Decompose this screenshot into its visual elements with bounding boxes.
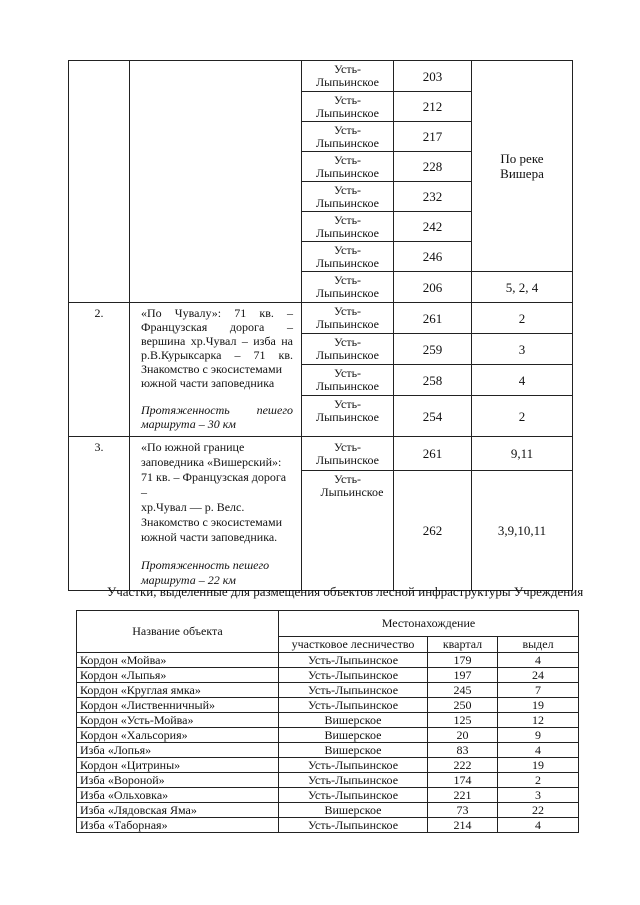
forestry-cell: Усть-Лыпьинское: [302, 152, 394, 182]
quarter-cell: 203: [394, 61, 472, 92]
forestry-cell: Усть-Лыпьинское: [302, 396, 394, 437]
quarter-cell: 261: [394, 303, 472, 334]
object-name-cell: Кордон «Лиственничный»: [77, 698, 279, 713]
header-section: выдел: [498, 637, 579, 653]
quarter-cell: 242: [394, 212, 472, 242]
forestry-cell: [302, 471, 394, 591]
table-row: [69, 437, 573, 471]
header-location: Местонахождение: [279, 611, 579, 637]
route-length-line: Протяженность пешего: [141, 403, 293, 417]
table-row: [77, 818, 579, 833]
section-cell-vishera: [472, 61, 573, 272]
forestry-cell: Усть-Лыпьинское: [302, 334, 394, 365]
forestry-cell: Усть-Лыпьинское: [279, 788, 428, 803]
forestry-cell: Усть-Лыпьинское: [302, 61, 394, 92]
quarter-cell: 262: [394, 471, 472, 591]
forestry-cell: Усть-Лыпьинское: [279, 668, 428, 683]
description-line: вершина хр.Чувал – изба на: [141, 334, 293, 348]
header-forestry: участковое лесничество: [279, 637, 428, 653]
section-cell: 9,11: [472, 437, 573, 471]
description-line: заповедника «Вишерский»:: [141, 455, 282, 469]
description-line: южной части заповедника: [141, 376, 275, 390]
header-quarter: квартал: [428, 637, 498, 653]
object-name-cell: Кордон «Усть-Мойва»: [77, 713, 279, 728]
table-row: [69, 303, 573, 334]
description-line: р.В.Курыксарка – 71 кв.: [141, 348, 293, 362]
section-cell: 2: [472, 396, 573, 437]
route-number: 3.: [69, 437, 130, 591]
forestry-cell: Усть-Лыпьинское: [302, 122, 394, 152]
quarter-cell: 258: [394, 365, 472, 396]
object-name-cell: Кордон «Цитрины»: [77, 758, 279, 773]
route-length-line: маршрута – 30 км: [141, 417, 236, 431]
forestry-cell: Усть-Лыпьинское: [302, 272, 394, 303]
route-length-line: Протяженность пешего: [141, 558, 270, 572]
object-name-cell: Изба «Ольховка»: [77, 788, 279, 803]
object-name-cell: Кордон «Круглая ямка»: [77, 683, 279, 698]
route-description: [130, 437, 302, 591]
route-length-line: маршрута – 22 км: [141, 573, 236, 587]
section-cell: 19: [498, 698, 579, 713]
quarter-cell: 246: [394, 242, 472, 272]
quarter-cell: 222: [428, 758, 498, 773]
infrastructure-table: [76, 610, 579, 833]
forestry-cell: Усть-Лыпьинское: [302, 182, 394, 212]
quarter-cell: 221: [428, 788, 498, 803]
forestry-cell: Усть-Лыпьинское: [302, 437, 394, 471]
object-name-cell: Изба «Вороной»: [77, 773, 279, 788]
section-cell: 19: [498, 758, 579, 773]
object-name-cell: Кордон «Лыпья»: [77, 668, 279, 683]
section-cell: 3,9,10,11: [472, 471, 573, 591]
description-line: хр.Чувал — р. Велс.: [141, 500, 245, 514]
section-cell: 9: [498, 728, 579, 743]
table-row: [77, 668, 579, 683]
section-cell: 4: [498, 653, 579, 668]
description-line: южной части заповедника.: [141, 530, 278, 544]
section-cell: 4: [472, 365, 573, 396]
section-cell: 2: [472, 303, 573, 334]
route-number: 2.: [69, 303, 130, 437]
quarter-cell: 254: [394, 396, 472, 437]
forestry-cell: Усть-Лыпьинское: [302, 92, 394, 122]
object-name-cell: Изба «Лопья»: [77, 743, 279, 758]
section-cell: 3: [472, 334, 573, 365]
table-row: [77, 653, 579, 668]
vishera-label: По реке Вишера: [500, 151, 544, 181]
route-description: [130, 303, 302, 437]
description-line: Французская дорога –: [141, 320, 293, 334]
forestry-cell: Усть-Лыпьинское: [279, 698, 428, 713]
quarter-cell: 259: [394, 334, 472, 365]
header-row: [77, 611, 579, 637]
section-cell: 4: [498, 743, 579, 758]
quarter-cell: 245: [428, 683, 498, 698]
quarter-cell: 206: [394, 272, 472, 303]
section-cell: 7: [498, 683, 579, 698]
forestry-cell: Усть-Лыпьинское: [302, 365, 394, 396]
quarter-cell: 197: [428, 668, 498, 683]
forestry-cell: Вишерское: [279, 728, 428, 743]
quarter-cell: 212: [394, 92, 472, 122]
description-line: 71 кв. – Французская дорога –: [141, 470, 287, 499]
quarter-cell: 73: [428, 803, 498, 818]
forestry-cell: Усть-Лыпьинское: [279, 773, 428, 788]
table-row: [77, 758, 579, 773]
quarter-cell: 228: [394, 152, 472, 182]
header-object-name: Название объекта: [77, 611, 279, 653]
forestry-cell: Усть-Лыпьинское: [279, 683, 428, 698]
infrastructure-table-body: [77, 653, 579, 833]
table-row: [77, 743, 579, 758]
forestry-cell: Вишерское: [279, 803, 428, 818]
object-name-cell: Изба «Лядовская Яма»: [77, 803, 279, 818]
route-number-cell: [69, 61, 130, 303]
forestry-cell: Усть-Лыпьинское: [302, 303, 394, 334]
section-caption: Участки, выделенные для размещения объектов лесной инфраструктуры Учреждения: [107, 584, 584, 599]
quarter-cell: 217: [394, 122, 472, 152]
table-row: [77, 698, 579, 713]
object-name-cell: Кордон «Мойва»: [77, 653, 279, 668]
description-line: Знакомство с экосистемами: [141, 515, 282, 529]
table-row: [77, 773, 579, 788]
forestry-cell: Усть-Лыпьинское: [279, 818, 428, 833]
quarter-cell: 20: [428, 728, 498, 743]
description-line: «По Чувалу»: 71 кв. –: [141, 306, 293, 320]
object-name-cell: Изба «Таборная»: [77, 818, 279, 833]
table-row: [77, 803, 579, 818]
routes-table: [68, 60, 573, 591]
quarter-cell: 174: [428, 773, 498, 788]
section-cell: 12: [498, 713, 579, 728]
forestry-cell: Усть-Лыпьинское: [302, 212, 394, 242]
quarter-cell: 261: [394, 437, 472, 471]
forestry-cell-text: Усть-Лыпьинское: [320, 472, 384, 500]
forestry-cell: Вишерское: [279, 743, 428, 758]
table-row: [77, 788, 579, 803]
object-name-cell: Кордон «Хальсория»: [77, 728, 279, 743]
description-line: Знакомство с экосистемами: [141, 362, 282, 376]
section-cell: 3: [498, 788, 579, 803]
quarter-cell: 232: [394, 182, 472, 212]
quarter-cell: 125: [428, 713, 498, 728]
section-cell: 24: [498, 668, 579, 683]
forestry-cell: Усть-Лыпьинское: [302, 242, 394, 272]
quarter-cell: 214: [428, 818, 498, 833]
quarter-cell: 179: [428, 653, 498, 668]
forestry-cell: Усть-Лыпьинское: [279, 758, 428, 773]
quarter-cell: 250: [428, 698, 498, 713]
section-cell: 4: [498, 818, 579, 833]
table-row: [77, 713, 579, 728]
quarter-cell: 83: [428, 743, 498, 758]
forestry-cell: Усть-Лыпьинское: [279, 653, 428, 668]
section-cell: 2: [498, 773, 579, 788]
forestry-cell: Вишерское: [279, 713, 428, 728]
table-row: [77, 683, 579, 698]
description-line: «По южной границе: [141, 440, 245, 454]
table-row: [77, 728, 579, 743]
table-row: [69, 61, 573, 92]
route-description-cell: [130, 61, 302, 303]
section-cell: 5, 2, 4: [472, 272, 573, 303]
section-cell: 22: [498, 803, 579, 818]
